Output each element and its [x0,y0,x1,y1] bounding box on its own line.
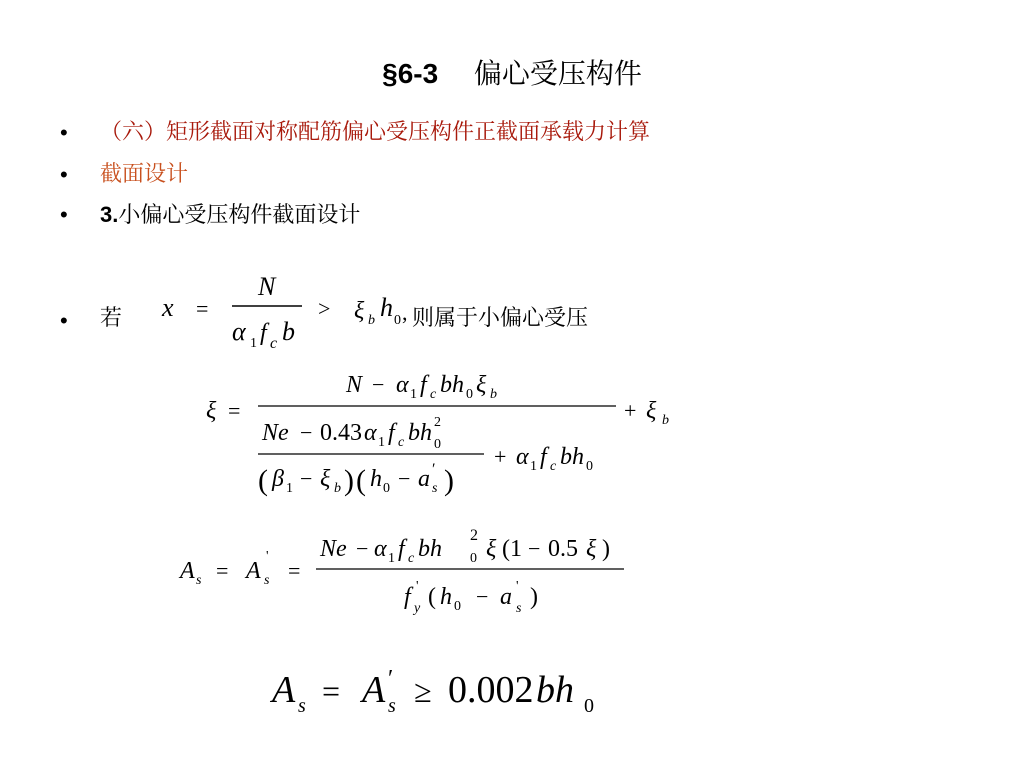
svg-text:b: b [334,481,341,496]
bullet-condition-label: 若 [100,306,123,331]
svg-text:0: 0 [586,459,593,474]
svg-text:c: c [398,435,405,450]
svg-text:2: 2 [434,415,441,430]
svg-text:0: 0 [434,437,441,452]
svg-text:ξ: ξ [476,372,487,398]
svg-text:Ne: Ne [262,420,289,446]
svg-text:x: x [162,293,174,322]
svg-text:h: h [380,293,393,322]
svg-text:): ) [344,464,354,497]
svg-text:−: − [476,584,489,609]
svg-text:A: A [272,669,296,711]
svg-text:−: − [528,536,541,561]
svg-text:α: α [364,420,377,446]
svg-text:′: ′ [432,461,436,478]
svg-text:Ne: Ne [320,536,347,562]
svg-text:f: f [260,320,267,346]
svg-text:A: A [180,558,195,584]
svg-text:c: c [430,387,437,402]
svg-text:a: a [418,466,430,492]
svg-text:0: 0 [470,551,477,566]
svg-text:bh: bh [408,420,432,446]
bullet-marker: • [60,202,68,227]
item-text: 小偏心受压构件截面设计 [118,203,361,228]
svg-text:+: + [494,444,507,469]
svg-text:s: s [196,573,202,588]
svg-text:s: s [388,695,396,717]
svg-text:f: f [388,420,395,446]
svg-text:>: > [318,296,331,321]
bullet-marker: • [60,308,68,333]
svg-text:2: 2 [470,527,478,544]
svg-text:1: 1 [530,459,537,474]
svg-text:': ' [516,579,519,594]
svg-text:0.002: 0.002 [448,669,534,711]
svg-text:α: α [374,536,387,562]
svg-text:): ) [444,464,454,497]
svg-text:ξ: ξ [206,398,217,424]
bullet-section-design: 截面设计 [100,162,189,187]
bullet-marker: • [60,120,68,145]
svg-text:(: ( [428,584,436,610]
svg-text:f: f [398,536,405,562]
bullet-marker: • [60,162,68,187]
svg-text:(: ( [356,464,366,497]
svg-text:ξ: ξ [586,536,597,562]
formula-min-reinforcement [269,666,594,717]
svg-text:ξ: ξ [320,466,331,492]
svg-text:': ' [266,549,269,564]
svg-text:s: s [516,601,522,616]
svg-text:−: − [300,466,313,491]
section-number: §6-3 [382,58,439,89]
svg-text:=: = [228,398,241,423]
formula-x-condition [161,272,408,352]
svg-text:(: ( [258,464,268,497]
svg-text:1: 1 [378,435,385,450]
svg-text:h: h [440,584,452,610]
svg-text:−: − [300,420,313,445]
svg-text:0: 0 [466,387,473,402]
svg-text:): ) [530,584,538,610]
svg-text:0.43: 0.43 [320,420,362,446]
svg-text:f: f [540,444,547,470]
svg-text:f: f [420,372,427,398]
svg-text:ξ: ξ [486,536,497,562]
svg-text:N: N [258,272,276,301]
svg-text:(1: (1 [502,536,522,562]
svg-text:′: ′ [388,666,394,692]
svg-text:a: a [500,584,512,610]
svg-text:s: s [264,573,270,588]
svg-text:c: c [550,459,557,474]
svg-text:≥: ≥ [414,673,432,709]
svg-text:=: = [322,673,341,709]
svg-text:=: = [216,558,229,583]
svg-text:β: β [272,466,284,492]
svg-text:b: b [368,313,375,328]
svg-text:y: y [414,601,421,616]
svg-text:h: h [370,466,382,492]
svg-text:1: 1 [286,481,293,496]
svg-text:ξ: ξ [354,298,365,324]
svg-text:0: 0 [584,695,594,717]
svg-text:N: N [346,372,363,398]
svg-text:0: 0 [454,599,461,614]
svg-text:A: A [246,558,261,584]
bullet-condition-result: 则属于小偏心受压 [412,306,589,331]
svg-text:b: b [662,413,669,428]
svg-text:−: − [356,536,369,561]
svg-text:b: b [490,387,497,402]
svg-text:α: α [516,444,529,470]
svg-text:0: 0 [394,313,401,328]
svg-text:A: A [362,669,386,711]
svg-text:bh: bh [560,444,584,470]
svg-text:): ) [602,536,610,562]
svg-text:ξ: ξ [646,398,657,424]
svg-text:bh: bh [536,669,574,711]
svg-text:f: f [404,584,411,610]
svg-text:−: − [372,372,385,397]
svg-text:α: α [232,317,246,346]
svg-text:=: = [196,296,209,321]
svg-text:+: + [624,398,637,423]
item-number: 3. [100,202,119,227]
svg-text:c: c [408,551,415,566]
svg-text:bh: bh [440,372,464,398]
svg-text:,: , [402,300,408,325]
svg-text:': ' [416,579,419,594]
svg-text:0.5: 0.5 [548,536,578,562]
svg-text:α: α [396,372,409,398]
formula-steel-area [178,527,624,616]
svg-text:s: s [432,481,438,496]
svg-text:=: = [288,558,301,583]
svg-text:b: b [282,317,295,346]
svg-text:1: 1 [250,336,257,351]
svg-text:0: 0 [383,481,390,496]
svg-text:−: − [398,466,411,491]
title-text: 偏心受压构件 [473,57,642,90]
svg-text:s: s [298,695,306,717]
svg-text:1: 1 [410,387,417,402]
svg-text:1: 1 [388,551,395,566]
svg-text:c: c [270,335,278,352]
formula-xi [206,372,669,497]
bullet-heading-six: （六）矩形截面对称配筋偏心受压构件正截面承载力计算 [100,120,651,145]
svg-text:bh: bh [418,536,442,562]
